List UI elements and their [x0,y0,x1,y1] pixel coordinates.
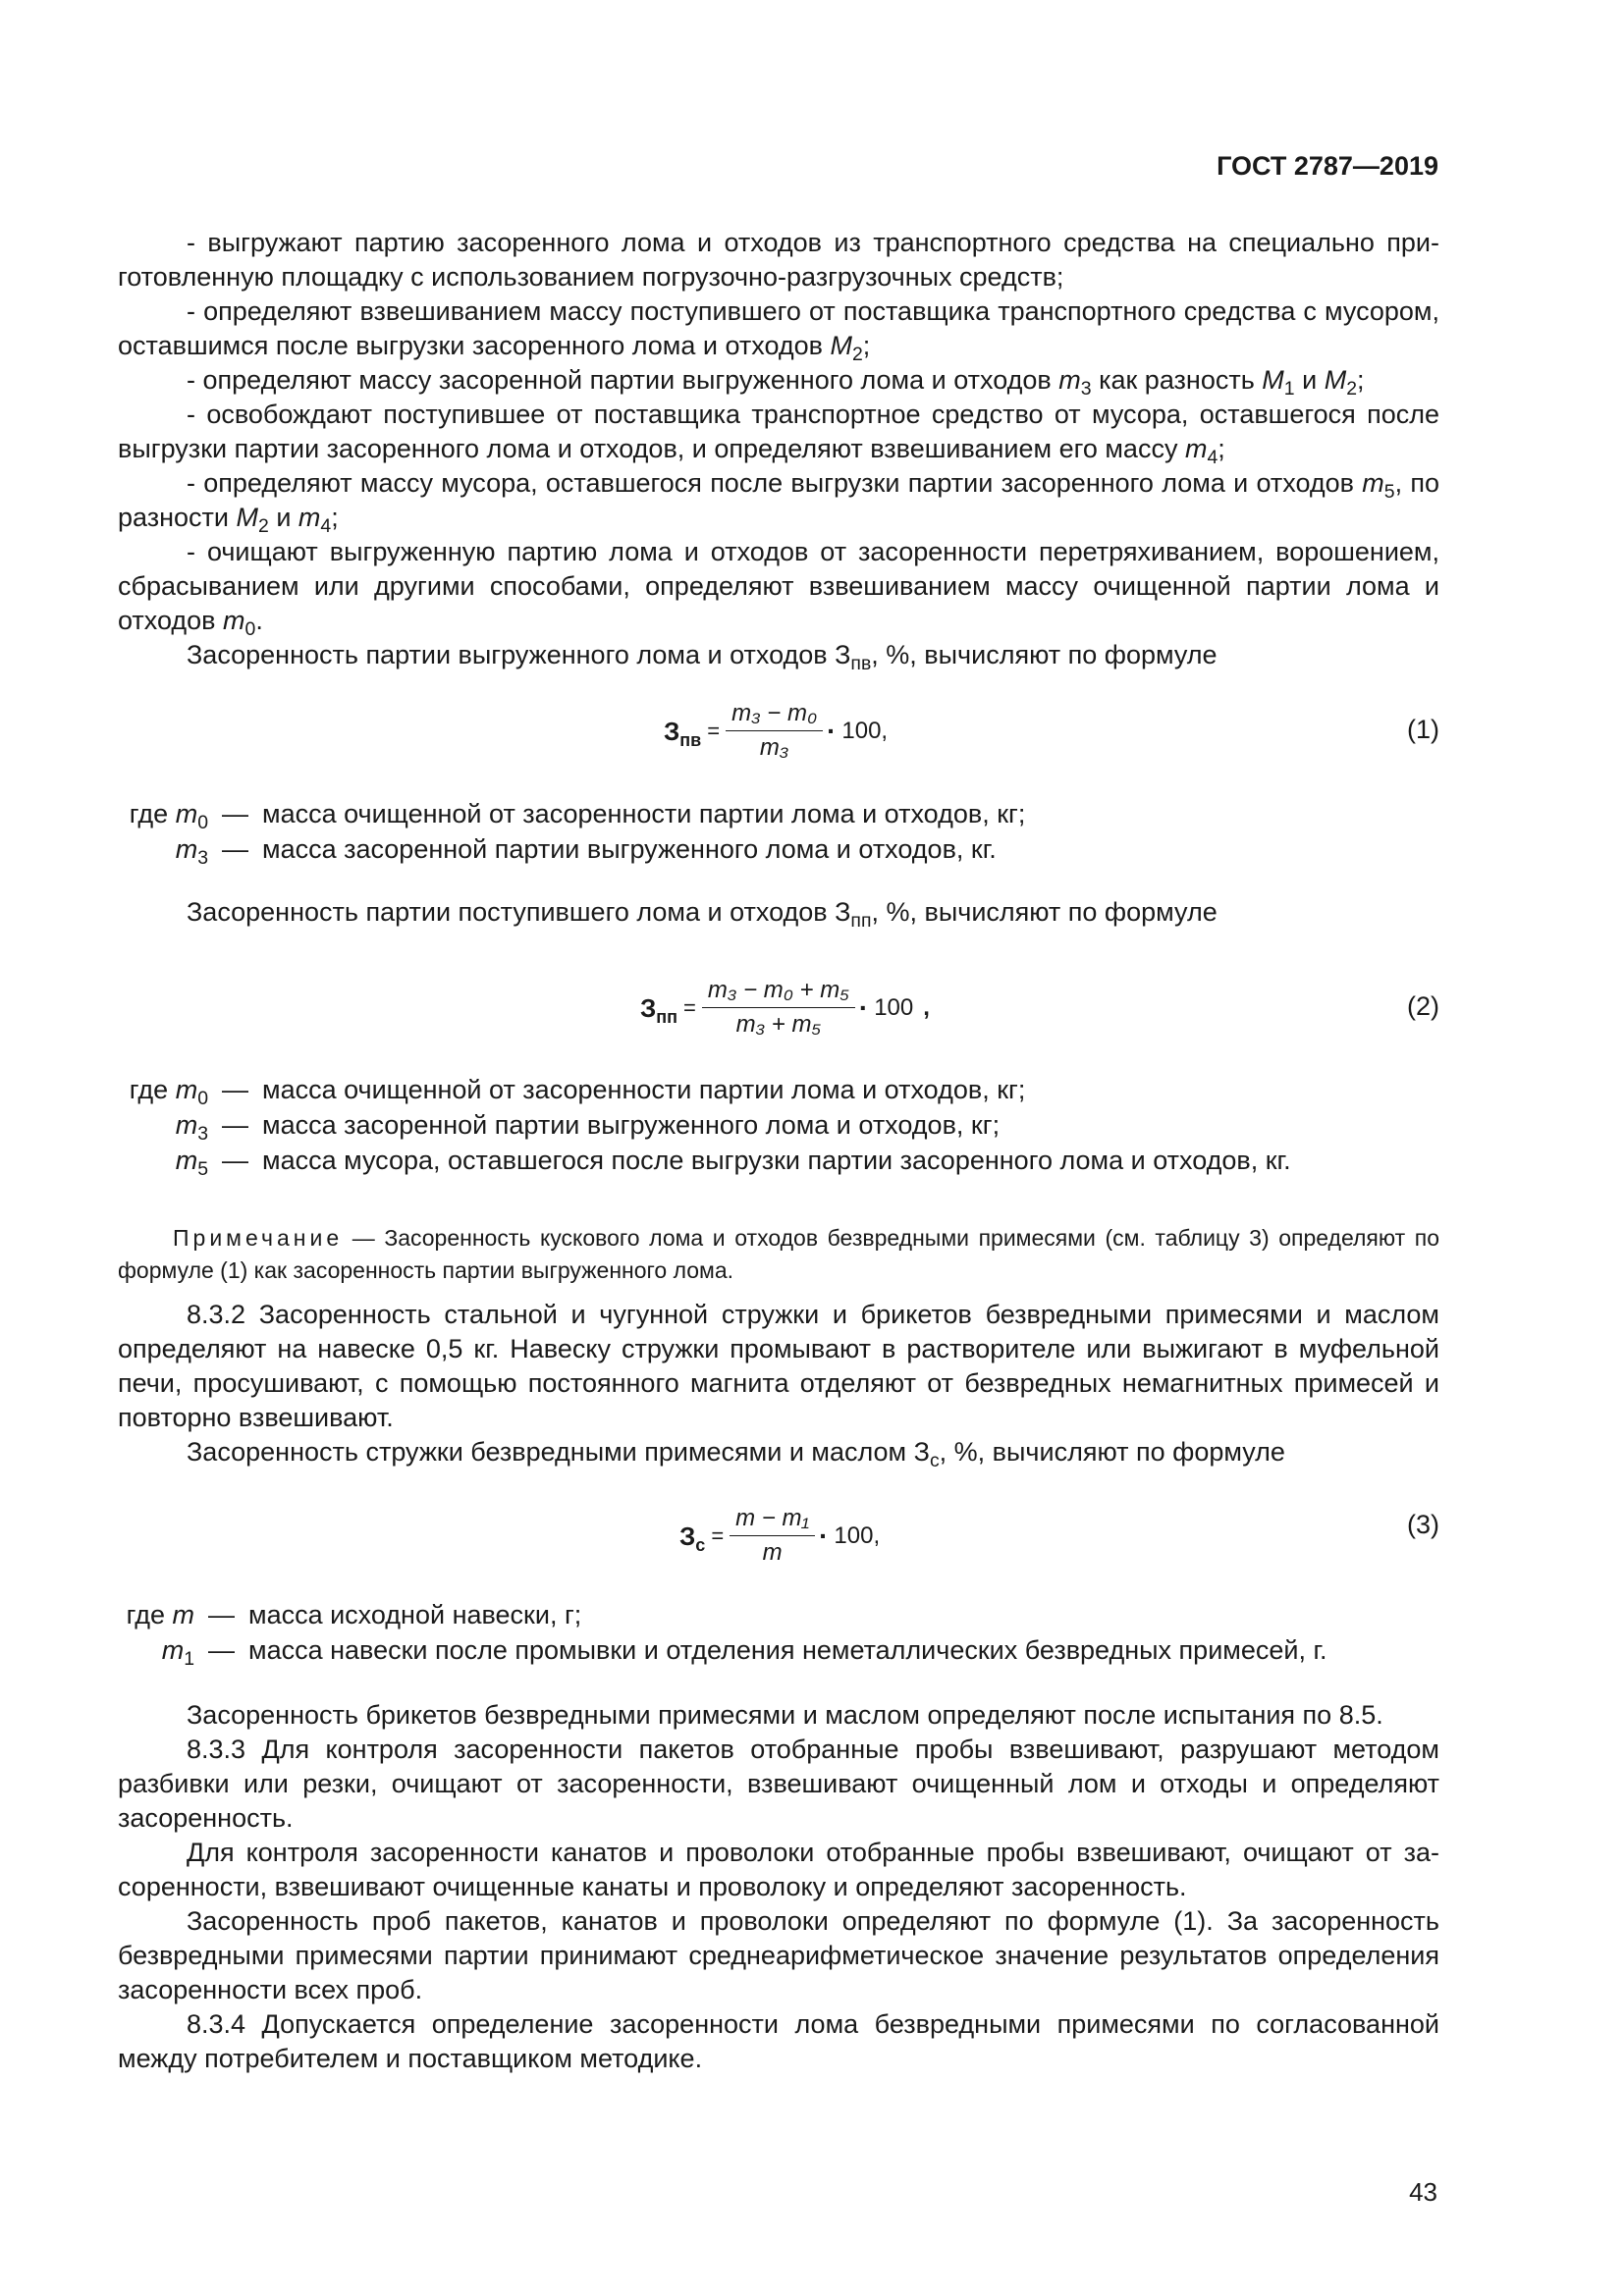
fraction: $\frac{\text{m₃ − m₀ + m₅}}{\text{m₃ + m₅}}$ [702,978,855,1038]
where-block-1 [118,797,1492,868]
formula-lhs: $З_с$ [679,1521,706,1555]
intro-2-block [118,895,1439,930]
formula-lhs: $З_{пп}$ [640,992,678,1027]
paragraph: 8.3.4 Допускается определение засоренности лома безвредными примесями по согласованной между потребителем и поставщиком методике. [118,2009,1439,2073]
where-row: $m_5$ — масса мусора, оставшегося после выгрузки партии засоренного лома и отходов, кг. [175,1146,1291,1180]
document-header: ГОСТ 2787—2019 [1217,151,1438,181]
formula-1: $З_{пв}$ = $\frac{\text{m₃ − m₀}}{\text{m₃}}$ · 100, (1) [664,700,1439,761]
where-block-2 [118,1073,1492,1179]
fraction: $\frac{\text{m − m₁}}{m}$ [730,1506,815,1566]
paragraph: 8.3.3 Для контроля засоренности пакетов отобранные пробы взвешивают, разрушают методом разбивки или резки, очищают от засоренности, взвешивают очищенный лом и отходы и определяют засоренность. [118,1735,1439,1833]
equation-number: (1) [1407,715,1439,744]
formula-intro-1: Засоренность партии выгруженного лома и отходов $З_{пв}$, %, вычисляют по формуле [187,640,1218,674]
note-block: Примечание — Засоренность кускового лома и отходов безвредными примесями (см. таблицу 3) определяют по формуле (1) как засоренность партии выгруженного лома. [118,1225,1439,1283]
paragraph: Засоренность брикетов безвредными примесями и маслом определяют после испытания по 8.5. [187,1700,1383,1730]
note-label: Примечание [173,1225,344,1251]
formula-intro-3: Засоренность стружки безвредными примесями и маслом $З_с$, %, вычисляют по формуле [187,1437,1285,1471]
procedure-list [118,226,1439,672]
list-item: - освобождают поступившее от поставщика транспортное средство от мусора, оставшегося после выгрузки партии засоренного лома и отходов, и определяют взвешиванием его массу $m_4$; [118,400,1439,468]
where-row: $m_3$ — масса засоренной партии выгруженного лома и отходов, кг; [175,1110,1001,1145]
where-row: где $m_0$ — масса очищенной от засоренности партии лома и отходов, кг; [129,1075,1026,1109]
where-block-3 [118,1598,1492,1669]
list-item: - очищают выгруженную партию лома и отходов от засоренности перетряхиванием, ворошением, сбрасыванием или другими способами, определяют взвешиванием массу очищенной партии лома и отходов $m_0$. [118,537,1439,640]
formula-3: $З_с$ = $\frac{\text{m − m₁}}{m}$ · 100, (3) [679,1505,1439,1566]
where-row: где m — масса исходной навески, г; [126,1600,582,1629]
closing-paragraphs [118,1698,1439,2076]
fraction: $\frac{\text{m₃ − m₀}}{\text{m₃}}$ [726,701,823,761]
page-number: 43 [1409,2177,1437,2207]
where-row: где $m_0$ — масса очищенной от засоренности партии лома и отходов, кг; [129,799,1026,833]
formula-lhs: $З_{пв}$ [664,716,702,750]
equation-number: (2) [1407,991,1439,1021]
formula-intro-2: Засоренность партии поступившего лома и отходов $З_{пп}$, %, вычисляют по формуле [187,897,1218,932]
paragraph: Засоренность проб пакетов, канатов и проволоки определяют по формуле (1). За засоренность безвредными примесями партии принимают среднеарифметическое значение результатов определения засоренности всех проб. [118,1906,1439,2004]
list-item: - определяют массу мусора, оставшегося после выгрузки партии засоренного лома и отходов $m_5$, по разности $M_2$ и $m_4$; [118,468,1440,537]
paragraph: 8.3.2 Засоренность стальной и чугунной стружки и брикетов безвредными примесями и маслом определяют на навеске 0,5 кг. Навеску стружки промывают в растворителе или выжигают в муфельной печи, просушивают, с помощью постоянного магнита отделяют от безвредных немагнитных примесей и повторно взвешивают. [118,1300,1439,1432]
list-item: - выгружают партию засоренного лома и отходов из транспортного средства на специально приготовленную площадку с использованием погрузочно-разгрузочных средств; [118,228,1439,292]
section-8-3-2 [118,1298,1439,1469]
paragraph: Для контроля засоренности канатов и проволоки отобранные пробы взвешивают, очищают от засоренности, взвешивают очищенные канаты и проволоку и определяют засоренность. [118,1838,1439,1901]
equation-number: (3) [1407,1510,1439,1539]
formula-2: $З_{пп}$ = $\frac{\text{m₃ − m₀ + m₅}}{\text{m₃ + m₅}}$ · 100 , (2) [640,977,1439,1038]
list-item: - определяют массу засоренной партии выгруженного лома и отходов $m_3$ как разность $M_1$ и $M_2$; [187,365,1365,400]
where-row: $m_3$ — масса засоренной партии выгруженного лома и отходов, кг. [175,834,997,869]
where-row: $m_1$ — масса навески после промывки и отделения неметаллических безвредных примесей, г. [161,1635,1327,1670]
list-item: - определяют взвешиванием массу поступившего от поставщика транспортного средства с мусором, оставшимся после выгрузки засоренного лома и отходов $M_2$; [118,296,1439,365]
